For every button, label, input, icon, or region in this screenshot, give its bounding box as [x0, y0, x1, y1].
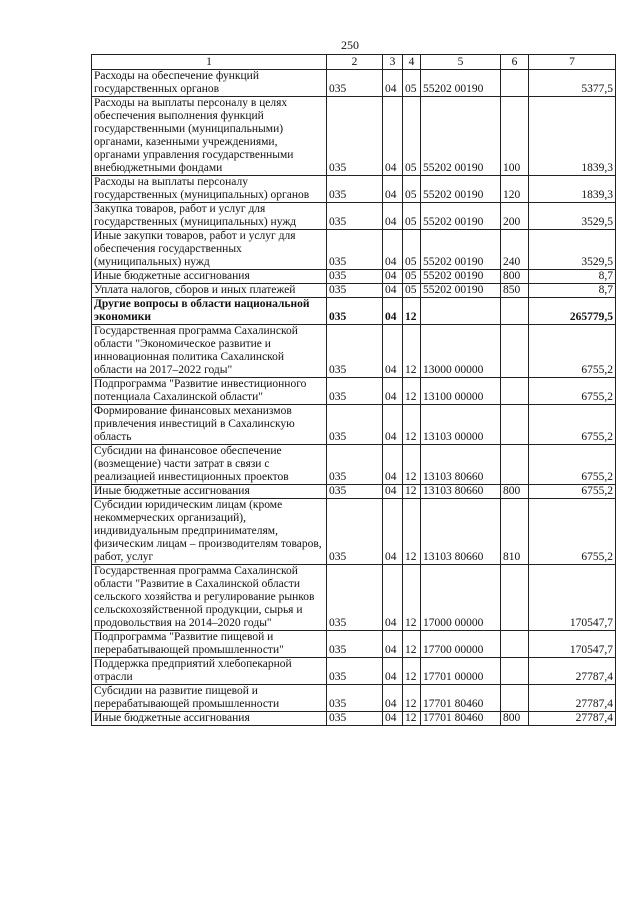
- table-row: [92, 325, 616, 378]
- row-type-cell: 800: [501, 485, 529, 499]
- row-subsection-cell: 12: [403, 658, 421, 685]
- row-amount-cell: 8,7: [529, 284, 616, 298]
- row-subsection-cell: 05: [403, 70, 421, 97]
- row-amount-cell: 6755,2: [529, 378, 616, 405]
- row-section-cell: 04: [383, 298, 403, 325]
- row-subsection-cell: 12: [403, 499, 421, 565]
- row-section-cell: 04: [383, 499, 403, 565]
- column-header: 1: [92, 55, 327, 70]
- table-row: [92, 445, 616, 485]
- row-name-cell: Другие вопросы в области национальной экономики: [92, 298, 327, 325]
- table-row: [92, 685, 616, 712]
- row-name-cell: Субсидии юридическим лицам (кроме некоммерческих организаций), индивидуальным предпринимателям, физическим лицам – производителям товаров, работ, услуг: [92, 499, 327, 565]
- row-code-cell: 035: [327, 499, 383, 565]
- row-subsection-cell: 12: [403, 631, 421, 658]
- table-row: [92, 270, 616, 284]
- row-target-cell: 17701 80460: [421, 712, 501, 726]
- row-amount-cell: 1839,3: [529, 97, 616, 176]
- row-name-cell: Расходы на выплаты персоналу в целях обеспечения выполнения функций государственными (муниципальными) органами, казенными учреждениями, органами управления государственными внебюджетными фондами: [92, 97, 327, 176]
- row-name-cell: Формирование финансовых механизмов привлечения инвестиций в Сахалинскую область: [92, 405, 327, 445]
- row-subsection-cell: 12: [403, 712, 421, 726]
- row-section-cell: 04: [383, 685, 403, 712]
- column-header: 2: [327, 55, 383, 70]
- row-code-cell: 035: [327, 230, 383, 270]
- row-name-cell: Поддержка предприятий хлебопекарной отрасли: [92, 658, 327, 685]
- header-row: [92, 55, 616, 70]
- row-name-cell: Государственная программа Сахалинской области "Экономическое развитие и инновационная политика Сахалинской области на 2017–2022 годы": [92, 325, 327, 378]
- row-amount-cell: 5377,5: [529, 70, 616, 97]
- row-subsection-cell: 12: [403, 378, 421, 405]
- row-name-cell: Субсидии на развитие пищевой и перерабатывающей промышленности: [92, 685, 327, 712]
- row-code-cell: 035: [327, 298, 383, 325]
- page-number: 250: [341, 38, 359, 52]
- row-section-cell: 04: [383, 378, 403, 405]
- row-name-cell: Субсидии на финансовое обеспечение (возмещение) части затрат в связи с реализацией инвестиционных проектов: [92, 445, 327, 485]
- row-type-cell: 200: [501, 203, 529, 230]
- row-type-cell: [501, 631, 529, 658]
- row-code-cell: 035: [327, 284, 383, 298]
- row-section-cell: 04: [383, 712, 403, 726]
- row-type-cell: 800: [501, 270, 529, 284]
- row-amount-cell: 3529,5: [529, 230, 616, 270]
- row-code-cell: 035: [327, 70, 383, 97]
- row-section-cell: 04: [383, 565, 403, 631]
- row-code-cell: 035: [327, 631, 383, 658]
- row-subsection-cell: 12: [403, 405, 421, 445]
- row-target-cell: 13103 80660: [421, 499, 501, 565]
- table-row: [92, 565, 616, 631]
- row-type-cell: [501, 405, 529, 445]
- table-row: [92, 378, 616, 405]
- row-section-cell: 04: [383, 203, 403, 230]
- row-target-cell: 13103 80660: [421, 485, 501, 499]
- row-target-cell: 17700 00000: [421, 631, 501, 658]
- row-target-cell: 13000 00000: [421, 325, 501, 378]
- table-row: [92, 631, 616, 658]
- row-type-cell: [501, 445, 529, 485]
- row-type-cell: 120: [501, 176, 529, 203]
- row-type-cell: [501, 658, 529, 685]
- row-section-cell: 04: [383, 485, 403, 499]
- row-target-cell: 55202 00190: [421, 176, 501, 203]
- row-section-cell: 04: [383, 97, 403, 176]
- row-target-cell: [421, 298, 501, 325]
- row-name-cell: Иные бюджетные ассигнования: [92, 485, 327, 499]
- row-name-cell: Подпрограмма "Развитие пищевой и перерабатывающей промышленности": [92, 631, 327, 658]
- row-target-cell: 55202 00190: [421, 230, 501, 270]
- table-row: [92, 230, 616, 270]
- row-subsection-cell: 05: [403, 203, 421, 230]
- row-target-cell: 13100 00000: [421, 378, 501, 405]
- row-type-cell: [501, 565, 529, 631]
- table-row: [92, 176, 616, 203]
- row-name-cell: Иные бюджетные ассигнования: [92, 270, 327, 284]
- row-code-cell: 035: [327, 712, 383, 726]
- row-name-cell: Закупка товаров, работ и услуг для государственных (муниципальных) нужд: [92, 203, 327, 230]
- row-target-cell: 17701 80460: [421, 685, 501, 712]
- row-amount-cell: 6755,2: [529, 325, 616, 378]
- row-section-cell: 04: [383, 658, 403, 685]
- row-target-cell: 55202 00190: [421, 284, 501, 298]
- row-code-cell: 035: [327, 97, 383, 176]
- table-row: [92, 298, 616, 325]
- row-target-cell: 55202 00190: [421, 97, 501, 176]
- row-amount-cell: 27787,4: [529, 658, 616, 685]
- row-section-cell: 04: [383, 70, 403, 97]
- row-amount-cell: 6755,2: [529, 485, 616, 499]
- row-code-cell: 035: [327, 445, 383, 485]
- row-amount-cell: 3529,5: [529, 203, 616, 230]
- row-name-cell: Подпрограмма "Развитие инвестиционного потенциала Сахалинской области": [92, 378, 327, 405]
- row-code-cell: 035: [327, 325, 383, 378]
- row-code-cell: 035: [327, 405, 383, 445]
- row-section-cell: 04: [383, 284, 403, 298]
- row-subsection-cell: 05: [403, 97, 421, 176]
- row-subsection-cell: 05: [403, 284, 421, 298]
- row-target-cell: 55202 00190: [421, 270, 501, 284]
- row-subsection-cell: 12: [403, 325, 421, 378]
- row-code-cell: 035: [327, 176, 383, 203]
- row-type-cell: [501, 378, 529, 405]
- row-target-cell: 17701 00000: [421, 658, 501, 685]
- row-type-cell: [501, 325, 529, 378]
- row-subsection-cell: 12: [403, 565, 421, 631]
- row-amount-cell: 27787,4: [529, 685, 616, 712]
- row-code-cell: 035: [327, 485, 383, 499]
- row-subsection-cell: 05: [403, 176, 421, 203]
- row-name-cell: Расходы на выплаты персоналу государственных (муниципальных) органов: [92, 176, 327, 203]
- row-subsection-cell: 05: [403, 230, 421, 270]
- column-header: 7: [529, 55, 616, 70]
- row-type-cell: 800: [501, 712, 529, 726]
- row-target-cell: 13103 00000: [421, 405, 501, 445]
- row-name-cell: Иные бюджетные ассигнования: [92, 712, 327, 726]
- column-header: 5: [421, 55, 501, 70]
- column-header: 6: [501, 55, 529, 70]
- row-name-cell: Уплата налогов, сборов и иных платежей: [92, 284, 327, 298]
- table-row: [92, 485, 616, 499]
- row-code-cell: 035: [327, 203, 383, 230]
- table-row: [92, 712, 616, 726]
- row-amount-cell: 8,7: [529, 270, 616, 284]
- row-type-cell: [501, 685, 529, 712]
- row-subsection-cell: 12: [403, 685, 421, 712]
- row-amount-cell: 6755,2: [529, 499, 616, 565]
- row-amount-cell: 170547,7: [529, 631, 616, 658]
- column-header: 4: [403, 55, 421, 70]
- row-type-cell: 850: [501, 284, 529, 298]
- table-row: [92, 405, 616, 445]
- row-target-cell: 55202 00190: [421, 70, 501, 97]
- row-name-cell: Государственная программа Сахалинской области "Развитие в Сахалинской области сельского хозяйства и регулирование рынков сельскохозяйственной продукции, сырья и продовольствия на 2014–2020 годы": [92, 565, 327, 631]
- row-amount-cell: 170547,7: [529, 565, 616, 631]
- row-code-cell: 035: [327, 270, 383, 284]
- row-type-cell: 100: [501, 97, 529, 176]
- row-target-cell: 17000 00000: [421, 565, 501, 631]
- row-section-cell: 04: [383, 405, 403, 445]
- row-section-cell: 04: [383, 230, 403, 270]
- row-name-cell: Расходы на обеспечение функций государственных органов: [92, 70, 327, 97]
- row-amount-cell: 6755,2: [529, 445, 616, 485]
- row-amount-cell: 265779,5: [529, 298, 616, 325]
- row-section-cell: 04: [383, 325, 403, 378]
- row-subsection-cell: 12: [403, 485, 421, 499]
- table-row: [92, 97, 616, 176]
- row-section-cell: 04: [383, 270, 403, 284]
- column-header: 3: [383, 55, 403, 70]
- row-amount-cell: 1839,3: [529, 176, 616, 203]
- row-amount-cell: 6755,2: [529, 405, 616, 445]
- row-subsection-cell: 12: [403, 445, 421, 485]
- budget-table: [91, 54, 616, 726]
- table-row: [92, 499, 616, 565]
- row-code-cell: 035: [327, 685, 383, 712]
- row-target-cell: 55202 00190: [421, 203, 501, 230]
- row-subsection-cell: 05: [403, 270, 421, 284]
- row-section-cell: 04: [383, 176, 403, 203]
- row-target-cell: 13103 80660: [421, 445, 501, 485]
- table-row: [92, 284, 616, 298]
- row-type-cell: [501, 298, 529, 325]
- row-type-cell: 810: [501, 499, 529, 565]
- row-section-cell: 04: [383, 631, 403, 658]
- row-section-cell: 04: [383, 445, 403, 485]
- table-row: [92, 658, 616, 685]
- row-type-cell: 240: [501, 230, 529, 270]
- table-row: [92, 203, 616, 230]
- table-row: [92, 70, 616, 97]
- row-name-cell: Иные закупки товаров, работ и услуг для обеспечения государственных (муниципальных) нужд: [92, 230, 327, 270]
- row-subsection-cell: 12: [403, 298, 421, 325]
- row-code-cell: 035: [327, 378, 383, 405]
- row-amount-cell: 27787,4: [529, 712, 616, 726]
- row-type-cell: [501, 70, 529, 97]
- row-code-cell: 035: [327, 565, 383, 631]
- row-code-cell: 035: [327, 658, 383, 685]
